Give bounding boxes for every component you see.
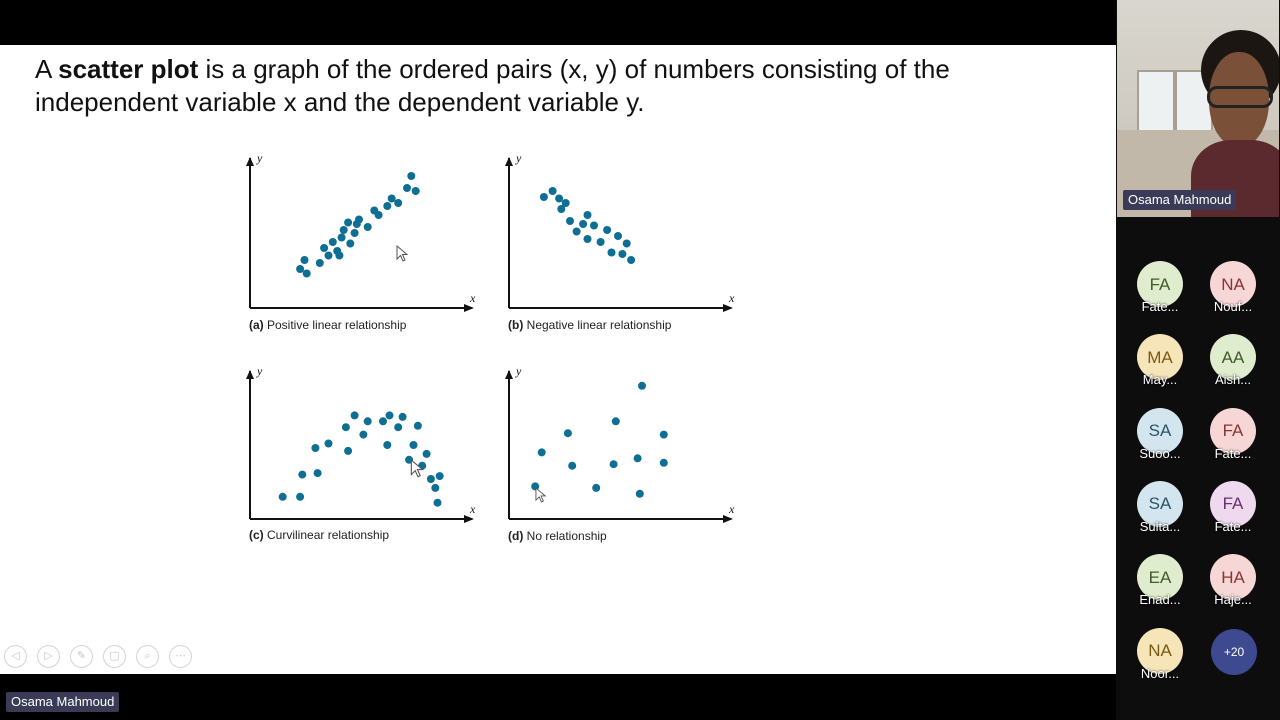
data-point <box>660 459 668 467</box>
data-point <box>638 382 646 390</box>
data-point <box>590 222 598 230</box>
scatter-plot-positive <box>246 151 476 332</box>
previous-slide-button[interactable] <box>4 645 27 668</box>
background-window <box>1137 70 1175 134</box>
data-point <box>564 429 572 437</box>
participant-avatar: EA <box>1137 554 1183 600</box>
mouse-cursor-icon <box>396 245 410 263</box>
data-point <box>388 195 396 203</box>
participant-tile[interactable] <box>1128 408 1192 461</box>
x-axis-label: x <box>470 291 476 305</box>
pen-tool-button[interactable] <box>70 645 93 668</box>
top-black-bar <box>0 0 1116 45</box>
data-point <box>549 187 557 195</box>
participant-avatar: MA <box>1137 334 1183 380</box>
more-options-button[interactable] <box>169 645 192 668</box>
data-point <box>383 202 391 210</box>
mouse-cursor-icon <box>535 487 548 504</box>
participant-name: Aish... <box>1214 372 1252 388</box>
participant-tile[interactable] <box>1201 554 1265 607</box>
pen-icon: ✎ <box>76 650 87 662</box>
magnifier-icon: ⌕ <box>144 650 151 662</box>
participant-tile[interactable] <box>1201 481 1265 534</box>
data-point <box>303 270 311 278</box>
data-point <box>592 484 600 492</box>
data-point <box>636 490 644 498</box>
data-point <box>325 440 333 448</box>
data-point <box>386 411 394 419</box>
data-point <box>584 235 592 243</box>
data-point <box>412 187 420 195</box>
data-point <box>407 172 415 180</box>
x-axis-arrow-icon <box>723 304 733 312</box>
data-point <box>399 413 407 421</box>
y-axis-label: y <box>516 364 522 378</box>
data-point <box>338 234 346 242</box>
scatter-plot-none <box>505 364 735 543</box>
back-arrow-icon: ◁ <box>11 650 20 662</box>
participant-avatar: HA <box>1210 554 1256 600</box>
data-point <box>355 216 363 224</box>
data-point <box>364 417 372 425</box>
data-point <box>394 199 402 207</box>
data-point <box>279 493 287 501</box>
data-point <box>579 220 587 228</box>
participant-avatar: FA <box>1210 408 1256 454</box>
presenter-glasses <box>1207 86 1273 108</box>
data-point <box>342 423 350 431</box>
data-point <box>614 232 622 240</box>
plot-caption <box>508 529 607 543</box>
see-all-slides-button[interactable] <box>103 645 126 668</box>
plot-caption <box>508 318 672 332</box>
data-point <box>603 226 611 234</box>
data-point <box>335 252 343 260</box>
scatter-plot-curvilinear <box>246 364 476 542</box>
data-point <box>627 256 635 264</box>
data-point <box>618 250 626 258</box>
forward-arrow-icon: ▷ <box>44 650 53 662</box>
x-axis-label: x <box>729 502 735 516</box>
participant-tile[interactable] <box>1128 481 1192 534</box>
y-axis-label: y <box>257 364 263 378</box>
data-point <box>584 211 592 219</box>
data-point <box>436 472 444 480</box>
participant-name: Sulta... <box>1139 518 1181 534</box>
data-point <box>610 460 618 468</box>
data-point <box>320 244 328 252</box>
data-point <box>301 256 309 264</box>
caption-letter: (a) <box>249 318 264 332</box>
participant-avatar: FA <box>1137 261 1183 307</box>
plot-caption <box>249 528 389 542</box>
data-point <box>314 469 322 477</box>
x-axis-arrow-icon <box>464 515 474 523</box>
data-point <box>329 238 337 246</box>
data-point <box>351 411 359 419</box>
data-point <box>431 484 439 492</box>
data-point <box>597 238 605 246</box>
data-point <box>634 454 642 462</box>
data-point <box>612 417 620 425</box>
data-point <box>296 493 304 501</box>
y-axis-arrow-icon <box>505 157 513 166</box>
participant-avatar: FA <box>1210 481 1256 527</box>
data-point <box>298 471 306 479</box>
data-point <box>555 195 563 203</box>
caption-letter: (c) <box>249 528 264 542</box>
participant-avatar: NA <box>1210 261 1256 307</box>
data-point <box>344 447 352 455</box>
data-point <box>434 499 442 507</box>
plot-caption <box>249 318 407 332</box>
data-point <box>296 265 304 273</box>
participant-name: Haje... <box>1214 592 1252 608</box>
mouse-cursor-icon <box>410 459 426 479</box>
participant-name: Nouf... <box>1213 299 1253 314</box>
data-point <box>316 259 324 267</box>
data-point <box>660 431 668 439</box>
participant-tile[interactable] <box>1128 334 1192 387</box>
participant-avatar: AA <box>1210 334 1256 380</box>
participant-tile[interactable] <box>1128 261 1192 314</box>
participant-tile[interactable] <box>1201 408 1265 461</box>
caption-label: Positive linear relationship <box>263 318 407 332</box>
participant-avatar: SA <box>1137 408 1183 454</box>
heading-bold-term: scatter plot <box>58 54 199 84</box>
data-point <box>351 229 359 237</box>
scatter-plot-panel <box>0 45 1116 674</box>
heading-text-rest: is a graph of the ordered pairs (x, y) of numbers consisting of the independent variable x and the dependent variable y. <box>35 54 950 117</box>
data-point <box>427 475 435 483</box>
y-axis-arrow-icon <box>505 370 513 379</box>
data-point <box>608 249 616 257</box>
y-axis-arrow-icon <box>246 157 254 166</box>
participant-name: Fate... <box>1214 445 1252 461</box>
x-axis-arrow-icon <box>723 515 733 523</box>
data-point <box>410 441 418 449</box>
x-axis-label: x <box>470 502 476 516</box>
caption-label: No relationship <box>523 529 607 543</box>
participant-name: Fate... <box>1214 518 1252 534</box>
data-point <box>359 431 367 439</box>
y-axis-arrow-icon <box>246 370 254 379</box>
data-point <box>573 228 581 236</box>
next-slide-button[interactable] <box>37 645 60 668</box>
participant-avatar: NA <box>1137 628 1183 674</box>
participant-tile[interactable] <box>1128 628 1192 681</box>
presenter-video-tile[interactable] <box>1117 0 1279 217</box>
data-point <box>562 199 570 207</box>
participant-name: Enad... <box>1139 592 1181 608</box>
data-point <box>383 441 391 449</box>
active-speaker-name-tag: Osama Mahmoud <box>6 692 119 712</box>
slides-icon: ▢ <box>109 650 120 662</box>
heading-text-start: A <box>35 54 59 84</box>
scatter-plot-negative <box>505 151 735 332</box>
participant-tile[interactable] <box>1201 261 1265 314</box>
data-point <box>414 422 422 430</box>
data-point <box>325 252 333 260</box>
participant-avatar: SA <box>1137 481 1183 527</box>
caption-label: Negative linear relationship <box>523 318 672 332</box>
participant-name: Suoo... <box>1139 445 1181 461</box>
data-point <box>568 462 576 470</box>
caption-letter: (b) <box>508 318 524 332</box>
data-point <box>364 223 372 231</box>
data-point <box>538 448 546 456</box>
data-point <box>540 193 548 201</box>
y-axis-label: y <box>516 151 522 165</box>
data-point <box>566 217 574 225</box>
data-point <box>423 450 431 458</box>
data-point <box>394 423 402 431</box>
bottom-black-bar <box>0 674 1116 720</box>
caption-letter: (d) <box>508 529 524 543</box>
more-participants-button[interactable]: +20 <box>1211 629 1257 675</box>
data-point <box>375 211 383 219</box>
x-axis-label: x <box>729 291 735 305</box>
data-point <box>311 444 319 452</box>
slide-controls <box>4 645 192 668</box>
data-point <box>403 184 411 192</box>
caption-label: Curvilinear relationship <box>263 528 390 542</box>
presenter-name-tag: Osama Mahmoud <box>1123 190 1236 210</box>
y-axis-label: y <box>257 151 263 165</box>
data-point <box>340 226 348 234</box>
data-point <box>344 219 352 227</box>
x-axis-arrow-icon <box>464 304 474 312</box>
participant-name: Fate... <box>1141 299 1179 314</box>
data-point <box>623 240 631 248</box>
participant-name: Noor... <box>1140 665 1180 681</box>
participant-tile[interactable] <box>1128 554 1192 607</box>
shared-slide <box>0 45 1116 674</box>
data-point <box>379 417 387 425</box>
data-point <box>346 240 354 248</box>
participant-tile[interactable] <box>1201 334 1265 387</box>
zoom-button[interactable] <box>136 645 159 668</box>
participant-name: May... <box>1142 372 1178 388</box>
more-icon: ⋯ <box>175 650 186 662</box>
